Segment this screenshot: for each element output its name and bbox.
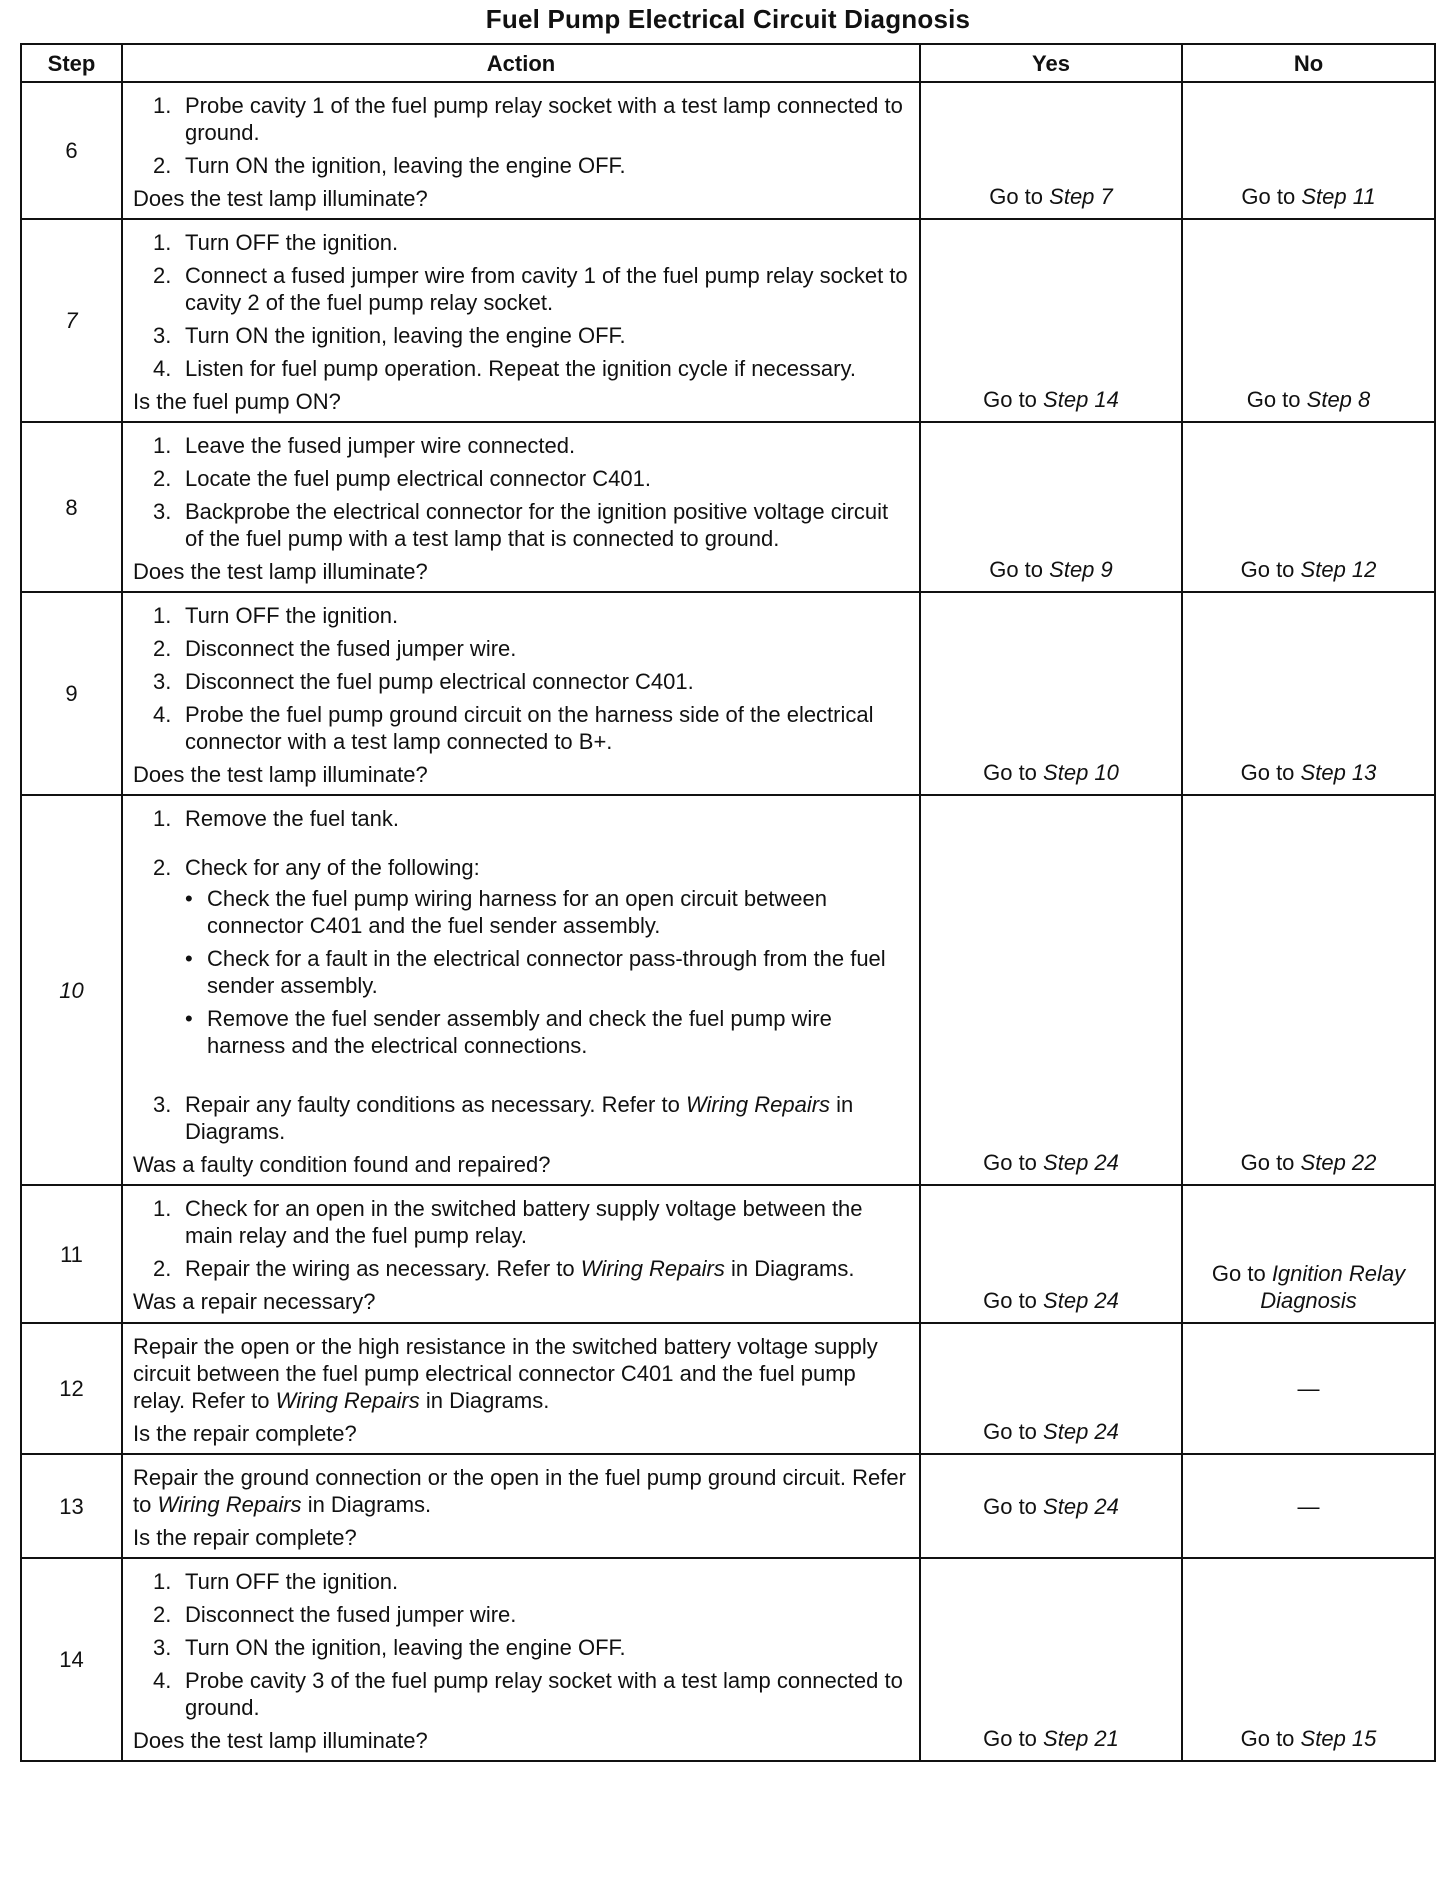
yes-target: Step 9 [1049,557,1113,582]
yes-cell: Go to Step 24 [920,1454,1182,1558]
no-cell: Go to Ignition Relay Diagnosis [1182,1185,1435,1323]
list-item: 3. Turn ON the ignition, leaving the engine OFF. [153,323,626,348]
yes-target: Step 24 [1043,1419,1119,1444]
step-number: 10 [21,795,122,1185]
yes-cell: Go to Step 24 [920,1185,1182,1323]
no-target: Step 15 [1300,1726,1377,1751]
list-item: 2. Disconnect the fused jumper wire. [153,636,517,661]
no-target: Step 11 [1301,184,1376,209]
action-cell [122,422,920,592]
page-title: Fuel Pump Electrical Circuit Diagnosis [485,4,971,34]
no-cell: Go to Step 12 [1182,422,1435,592]
action-cell [122,1323,920,1454]
yes-target: Step 24 [1043,1288,1119,1313]
action-text: Repair the ground connection or the open in the fuel pump ground circuit. Refer to Wiring Repairs in Diagrams. [133,1465,906,1517]
table-row [21,1323,1435,1454]
list-item: 2. Locate the fuel pump electrical connector C401. [153,466,651,491]
header-row [21,44,1435,82]
no-target: Step 8 [1306,387,1371,412]
yes-cell: Go to Step 24 [920,795,1182,1185]
table-row [21,592,1435,795]
yes-target: Step 7 [1049,184,1113,209]
no-target: Ignition Relay Diagnosis [1260,1261,1406,1313]
list-item: 1. Probe cavity 1 of the fuel pump relay socket with a test lamp connected to ground. [153,93,903,145]
no-cell: Go to Step 8 [1182,219,1435,422]
list-item: 3. Turn ON the ignition, leaving the engine OFF. [153,1635,626,1660]
bullet-item: • Check for a fault in the electrical connector pass-through from the fuel sender assembly. [185,946,886,998]
table-row [21,1185,1435,1323]
step-number: 11 [21,1185,122,1323]
list-item: 2. Check for any of the following: • Check the fuel pump wiring harness for an open circuit between connector C401 and the fuel sender assembly. • Check for a fault in the electrical connector pass-through from the fuel sender assembly. • Remove the fuel sender assembly and check the fuel pump wire harness and the electrical connections. [153,854,909,1065]
reference-link: Wiring Repairs [275,1388,420,1413]
no-cell: — [1182,1454,1435,1558]
header-no: No [1182,44,1435,82]
reference-link: Wiring Repairs [157,1492,302,1517]
header-step: Step [21,44,122,82]
no-cell: Go to Step 22 [1182,795,1435,1185]
yes-target: Step 14 [1043,387,1119,412]
action-cell [122,1185,920,1323]
list-item: 2. Turn ON the ignition, leaving the engine OFF. [153,153,626,178]
step-number: 6 [21,82,122,219]
list-item: 1. Turn OFF the ignition. [153,1569,399,1594]
action-question: Does the test lamp illuminate? [133,1728,428,1753]
yes-target: Step 10 [1043,760,1119,785]
no-cell: Go to Step 11 [1182,82,1435,219]
action-question: Is the repair complete? [133,1525,357,1550]
no-cell: — [1182,1323,1435,1454]
bullet-item: • Remove the fuel sender assembly and check the fuel pump wire harness and the electrical connections. [185,1006,832,1058]
yes-cell: Go to Step 10 [920,592,1182,795]
no-target: Step 12 [1300,557,1377,582]
yes-cell: Go to Step 21 [920,1558,1182,1761]
step-number: 9 [21,592,122,795]
no-target: Step 22 [1300,1150,1377,1175]
list-item: 1. Turn OFF the ignition. [153,603,399,628]
list-item: 2. Disconnect the fused jumper wire. [153,1602,517,1627]
action-question: Does the test lamp illuminate? [133,186,428,211]
table-row [21,1454,1435,1558]
yes-cell: Go to Step 7 [920,82,1182,219]
no-cell: Go to Step 13 [1182,592,1435,795]
list-item: 3. Disconnect the fuel pump electrical connector C401. [153,669,694,694]
step-number: 8 [21,422,122,592]
list-item: 2. Connect a fused jumper wire from cavity 1 of the fuel pump relay socket to cavity 2 of the fuel pump relay socket. [153,263,908,315]
no-cell: Go to Step 15 [1182,1558,1435,1761]
yes-cell: Go to Step 9 [920,422,1182,592]
action-cell [122,592,920,795]
yes-target: Step 24 [1043,1493,1119,1519]
list-item: 1. Remove the fuel tank. [153,806,400,831]
action-question: Was a faulty condition found and repaired? [133,1152,551,1177]
yes-cell: Go to Step 24 [920,1323,1182,1454]
step-number: 12 [21,1323,122,1454]
table-row [21,795,1435,1185]
list-item: 3. Backprobe the electrical connector for the ignition positive voltage circuit of the fuel pump with a test lamp that is connected to ground. [153,499,889,551]
list-item: 4. Probe cavity 3 of the fuel pump relay socket with a test lamp connected to ground. [153,1668,903,1720]
step-number: 13 [21,1454,122,1558]
diagnosis-table [20,43,1436,1762]
action-question: Was a repair necessary? [133,1289,376,1314]
action-cell [122,795,920,1185]
table-row [21,422,1435,592]
action-question: Is the fuel pump ON? [133,389,341,414]
action-cell [122,82,920,219]
action-question: Does the test lamp illuminate? [133,559,428,584]
reference-link: Wiring Repairs [685,1092,831,1117]
list-item: 1. Leave the fused jumper wire connected. [153,433,576,458]
list-item: 3. Repair any faulty conditions as necessary. Refer to Wiring Repairs in Diagrams. [153,1092,854,1144]
list-item: 4. Probe the fuel pump ground circuit on the harness side of the electrical connector with a test lamp connected to B+. [153,702,874,754]
yes-cell: Go to Step 14 [920,219,1182,422]
action-cell [122,219,920,422]
step-number: 7 [21,219,122,422]
action-question: Is the repair complete? [133,1421,357,1446]
list-item: 1. Check for an open in the switched battery supply voltage between the main relay and the fuel pump relay. [153,1196,863,1248]
step-number: 14 [21,1558,122,1761]
table-row [21,1558,1435,1761]
yes-target: Step 24 [1043,1150,1119,1175]
action-cell [122,1454,920,1558]
action-question: Does the test lamp illuminate? [133,762,428,787]
bullet-item: • Check the fuel pump wiring harness for an open circuit between connector C401 and the fuel sender assembly. [185,886,828,938]
action-cell [122,1558,920,1761]
table-row [21,82,1435,219]
action-text: Repair the open or the high resistance in the switched battery voltage supply circuit between the fuel pump electrical connector C401 and the fuel pump relay. Refer to Wiring Repairs in Diagrams. [133,1334,878,1413]
list-item: 1. Turn OFF the ignition. [153,230,399,255]
list-item: 2. Repair the wiring as necessary. Refer to Wiring Repairs in Diagrams. [153,1256,855,1281]
reference-link: Wiring Repairs [580,1256,725,1281]
yes-target: Step 21 [1043,1726,1119,1751]
no-target: Step 13 [1300,760,1377,785]
header-action: Action [122,44,920,82]
header-yes: Yes [920,44,1182,82]
table-row [21,219,1435,422]
list-item: 4. Listen for fuel pump operation. Repeat the ignition cycle if necessary. [153,356,856,381]
